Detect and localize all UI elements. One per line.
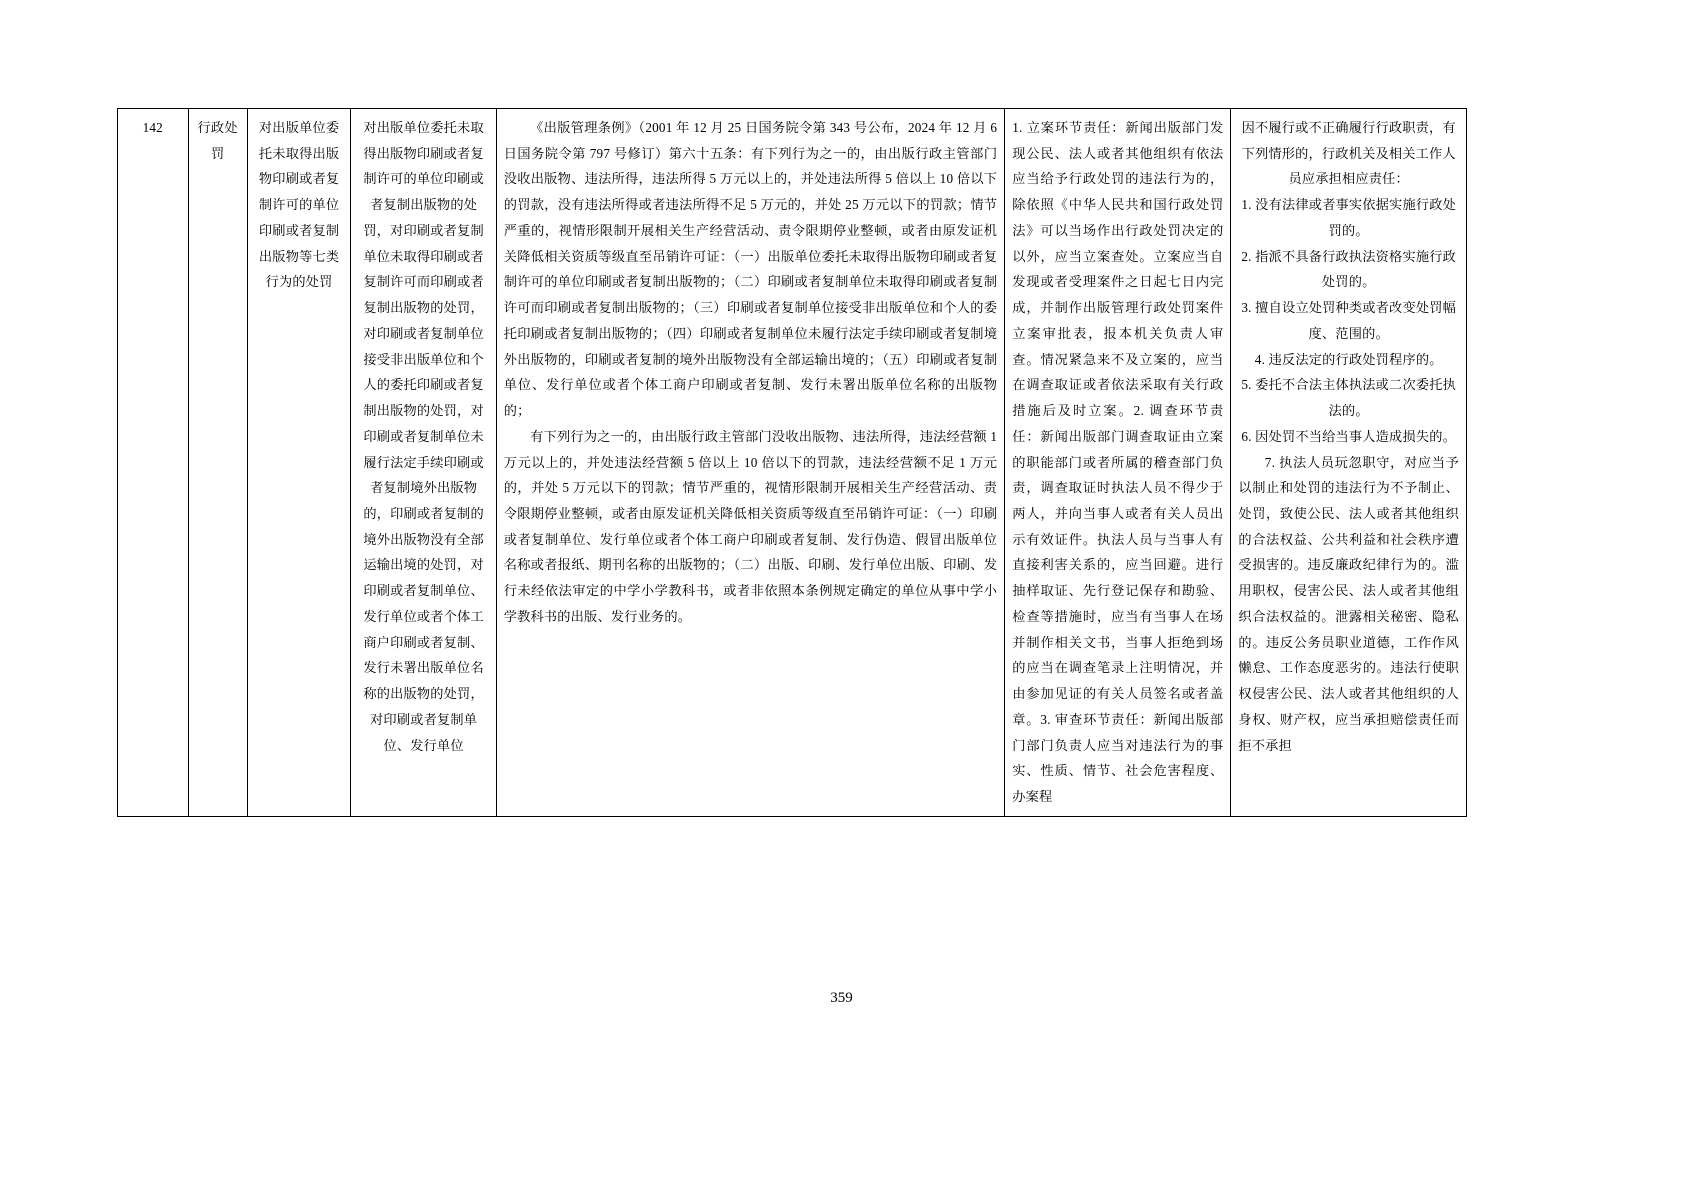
liability-item: 3. 擅自设立处罚种类或者改变处罚幅度、范围的。 [1241,300,1456,341]
liability-item: 2. 指派不具备行政执法资格实施行政处罚的。 [1241,248,1456,290]
regulation-table [117,108,1467,817]
liability-item: 1. 没有法律或者事实依据实施行政处罚的。 [1241,197,1456,238]
cell-item-name: 对出版单位委托未取得出版物印刷或者复制许可的单位印刷或者复制出版物等七类行为的处罚 [247,109,351,817]
cell-serial-number: 142 [118,109,189,817]
liability-item-last: 7. 执法人员玩忽职守，对应当予以制止和处罚的违法行为不予制止、处罚，致使公民、法人或者其他组织的合法权益、公共利益和社会秩序遭受损害的。违反廉政纪律行为的。滥用职权，侵害公民、法人或者其他组织合法权益的。泄露相关秘密、隐私的。违反公务员职业道德，工作作风懒怠、工作态度恶劣的。违法行使职权侵害公民、法人或者其他组织的人身权、财产权，应当承担赔偿责任而拒不承担 [1238,454,1459,753]
page-number: 359 [830,990,853,1006]
cell-responsibility [1005,109,1231,817]
liability-item: 6. 因处罚不当给当事人造成损失的。 [1241,428,1456,444]
liability-item: 4. 违反法定的行政处罚程序的。 [1254,351,1443,367]
table-row [118,109,1467,817]
liability-intro: 因不履行或不正确履行行政职责，有下列情形的，行政机关及相关工作人员应承担相应责任： [1241,120,1456,187]
responsibility-text: 1. 立案环节责任：新闻出版部门发现公民、法人或者其他组织有依法应当给予行政处罚的违法行为的，除依照《中华人民共和国行政处罚法》可以当场作出行政处罚决定的以外，应当立案查处。立案应当自发现或者受理案件之日起七日内完成，并制作出版管理行政处罚案件立案审批表，报本机关负责人审查。情况紧急来不及立案的，应当在调查取证或者依法采取有关行政措施后及时立案。2. 调查环节责任：新闻出版部门调查取证由立案的职能部门或者所属的稽查部门负责，调查取证时执法人员不得少于两人，并向当事人或者有关人员出示有效证件。执法人员与当事人有直接利害关系的，应当回避。进行抽样取证、先行登记保存和勘验、检查等措施时，应当有当事人在场并制作相关文书，当事人拒绝到场的应当在调查笔录上注明情况，并由参加见证的有关人员签名或者盖章。3. 审查环节责任：新闻出版部门部门负责人应当对违法行为的事实、性质、情节、社会危害程度、办案程 [1012,120,1224,805]
liability-item: 5. 委托不合法主体执法或二次委托执法的。 [1241,377,1456,419]
cell-legal-basis [496,109,1004,817]
cell-category: 行政处罚 [188,109,247,817]
cell-liability [1231,109,1467,817]
legal-basis-paragraph-2: 有下列行为之一的，由出版行政主管部门没收出版物、违法所得，违法经营额 1 万元以上的，并处违法经营额 5 倍以上 10 倍以下的罚款，违法经营额不足 1 万元的，并处 5 万元以下的罚款；情节严重的，视情形限制开展相关生产经营活动、责令限期停业整顿，或者由原发证机关降低相关资质等级直至吊销许可证：（一）印刷或者复制单位、发行单位或者个体工商户印刷或者复制、发行伪造、假冒出版单位名称或者报纸、期刊名称的出版物的；（二）出版、印刷、发行单位出版、印刷、发行未经依法审定的中学小学教科书，或者非依照本条例规定确定的单位从事中学小学教科书的出版、发行业务的。 [503,428,998,624]
legal-basis-paragraph-1: 《出版管理条例》（2001 年 12 月 25 日国务院令第 343 号公布，2024 年 12 月 6 日国务院令第 797 号修订）第六十五条：有下列行为之一的，由出版行政主管部门没收出版物、违法所得，违法所得 5 万元以上的，并处违法所得 5 倍以上 10 倍以下的罚款，没有违法所得或者违法所得不足 5 万元的，并处 25 万元以下的罚款；情节严重的，视情形限制开展相关生产经营活动、责令限期停业整顿，或者由原发证机关降低相关资质等级直至吊销许可证：（一）出版单位委托未取得出版物印刷或者复制许可的单位印刷或者复制出版物的；（二）印刷或者复制单位未取得印刷或者复制许可而印刷或者复制出版物的；（三）印刷或者复制单位接受非出版单位和个人的委托印刷或者复制出版物的；（四）印刷或者复制单位未履行法定手续印刷或者复制境外出版物的，印刷或者复制的境外出版物没有全部运输出境的；（五）印刷或者复制单位、发行单位或者个体工商户印刷或者复制、发行未署出版单位名称的出版物的； [503,120,998,419]
cell-item-detail: 对出版单位委托未取得出版物印刷或者复制许可的单位印刷或者复制出版物的处罚，对印刷或者复制单位未取得印刷或者复制许可而印刷或者复制出版物的处罚，对印刷或者复制单位接受非出版单位和个人的委托印刷或者复制出版物的处罚，对印刷或者复制单位未履行法定手续印刷或者复制境外出版物的，印刷或者复制的境外出版物没有全部运输出境的处罚，对印刷或者复制单位、发行单位或者个体工商户印刷或者复制、发行未署出版单位名称的出版物的处罚，对印刷或者复制单位、发行单位 [351,109,496,817]
